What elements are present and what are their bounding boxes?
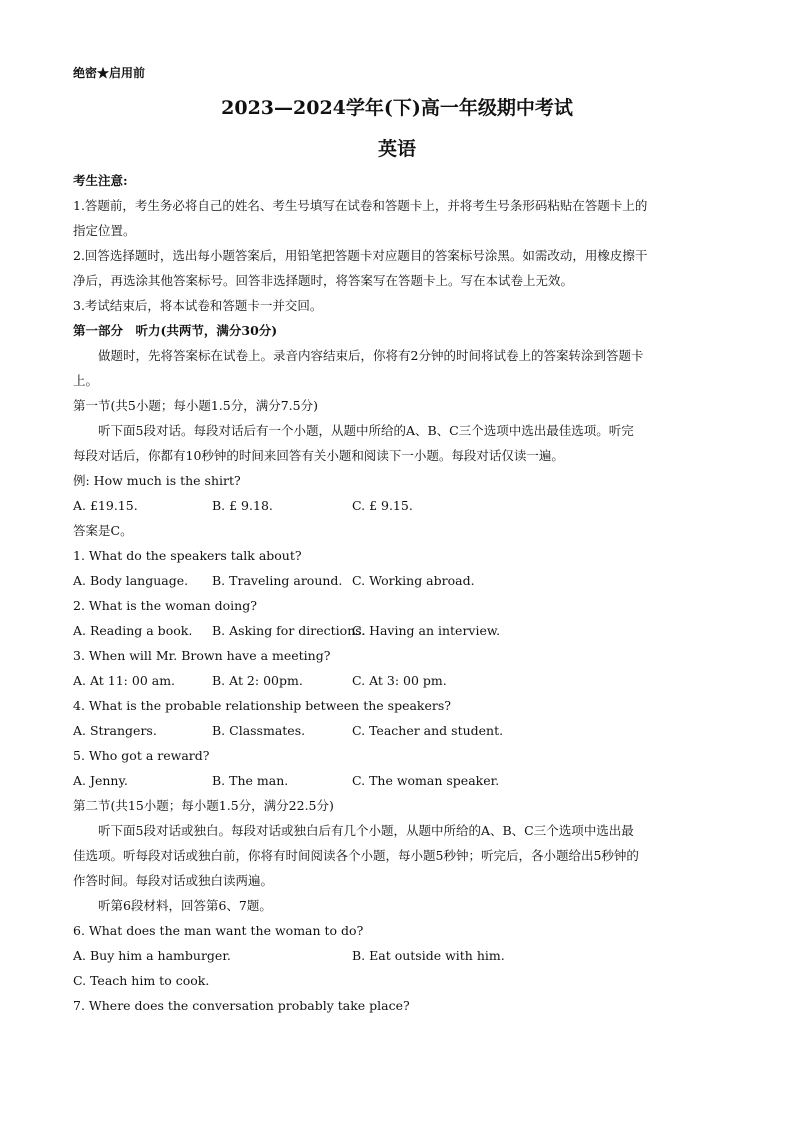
question-1-option-b: B. Traveling around.: [212, 573, 343, 588]
part1-intro-line-2: 上。: [73, 373, 99, 388]
section2-intro-line-3: 作答时间。每段对话或独白读两遍。: [73, 873, 274, 888]
notice-item-2-line-2: 净后，再选涂其他答案标号。回答非选择题时，将答案写在答题卡上。写在本试卷上无效。: [73, 273, 574, 288]
example-question: 例: How much is the shirt?: [73, 473, 241, 488]
example-answer: 答案是C。: [73, 523, 133, 538]
question-2-option-c: C. Having an interview.: [352, 623, 501, 638]
exam-title: 2023—2024学年(下)高一年级期中考试: [221, 97, 573, 119]
question-6-option-b: B. Eat outside with him.: [352, 948, 505, 963]
section1-intro-line-1: 听下面5段对话。每段对话后有一个小题，从题中所给的A、B、C三个选项中选出最佳选项。听完: [98, 423, 634, 438]
question-2-option-a: A. Reading a book.: [73, 623, 193, 638]
example-option-a: A. £19.15.: [73, 498, 138, 513]
notice-item-2-line-1: 2.回答选择题时，选出每小题答案后，用铅笔把答题卡对应题目的答案标号涂黑。如需改动，用橡皮擦干: [73, 248, 648, 263]
question-4: 4. What is the probable relationship between the speakers?: [73, 698, 451, 713]
section2-intro-line-1: 听下面5段对话或独白。每段对话或独白后有几个小题，从题中所给的A、B、C三个选项中选出最: [98, 823, 634, 838]
question-6: 6. What does the man want the woman to do?: [73, 923, 364, 938]
notice-item-3: 3.考试结束后，将本试卷和答题卡一并交回。: [73, 298, 323, 313]
question-3-option-b: B. At 2: 00pm.: [212, 673, 303, 688]
question-1: 1. What do the speakers talk about?: [73, 548, 302, 563]
question-3-option-c: C. At 3: 00 pm.: [352, 673, 447, 688]
question-4-option-a: A. Strangers.: [73, 723, 157, 738]
part1-intro-line-1: 做题时，先将答案标在试卷上。录音内容结束后，你将有2分钟的时间将试卷上的答案转涂到答题卡: [98, 348, 644, 363]
notice-item-1-line-1: 1.答题前，考生务必将自己的姓名、考生号填写在试卷和答题卡上，并将考生号条形码粘贴在答题卡上的: [73, 198, 648, 213]
question-5: 5. Who got a reward?: [73, 748, 210, 763]
section2-intro-line-2: 佳选项。听每段对话或独白前，你将有时间阅读各个小题，每小题5秒钟；听完后，各小题给出5秒钟的: [73, 848, 639, 863]
notice-heading: 考生注意:: [73, 173, 128, 188]
question-2: 2. What is the woman doing?: [73, 598, 257, 613]
subject-title: 英语: [377, 138, 416, 160]
question-1-option-a: A. Body language.: [73, 573, 189, 588]
question-2-option-b: B. Asking for directions.: [212, 623, 366, 638]
confidential-label: 绝密★启用前: [73, 66, 146, 80]
question-4-option-b: B. Classmates.: [212, 723, 306, 738]
notice-item-1-line-2: 指定位置。: [73, 223, 136, 238]
section1-intro-line-2: 每段对话后，你都有10秒钟的时间来回答有关小题和阅读下一小题。每段对话仅读一遍。: [73, 448, 564, 463]
question-5-option-c: C. The woman speaker.: [352, 773, 500, 788]
question-6-option-a: A. Buy him a hamburger.: [73, 948, 231, 963]
question-3-option-a: A. At 11: 00 am.: [73, 673, 176, 688]
section2-heading: 第二节(共15小题；每小题1.5分，满分22.5分): [73, 798, 334, 813]
question-3: 3. When will Mr. Brown have a meeting?: [73, 648, 331, 663]
question-5-option-b: B. The man.: [212, 773, 289, 788]
example-option-b: B. £ 9.18.: [212, 498, 273, 513]
question-6-option-c: C. Teach him to cook.: [73, 973, 210, 988]
part1-heading: 第一部分 听力(共两节，满分30分): [73, 323, 278, 338]
question-5-option-a: A. Jenny.: [73, 773, 128, 788]
question-7: 7. Where does the conversation probably take place?: [73, 998, 410, 1013]
question-4-option-c: C. Teacher and student.: [352, 723, 504, 738]
example-option-c: C. £ 9.15.: [352, 498, 413, 513]
section1-heading: 第一节(共5小题；每小题1.5分，满分7.5分): [73, 398, 318, 413]
material-6-instruction: 听第6段材料，回答第6、7题。: [98, 898, 272, 913]
question-1-option-c: C. Working abroad.: [352, 573, 475, 588]
